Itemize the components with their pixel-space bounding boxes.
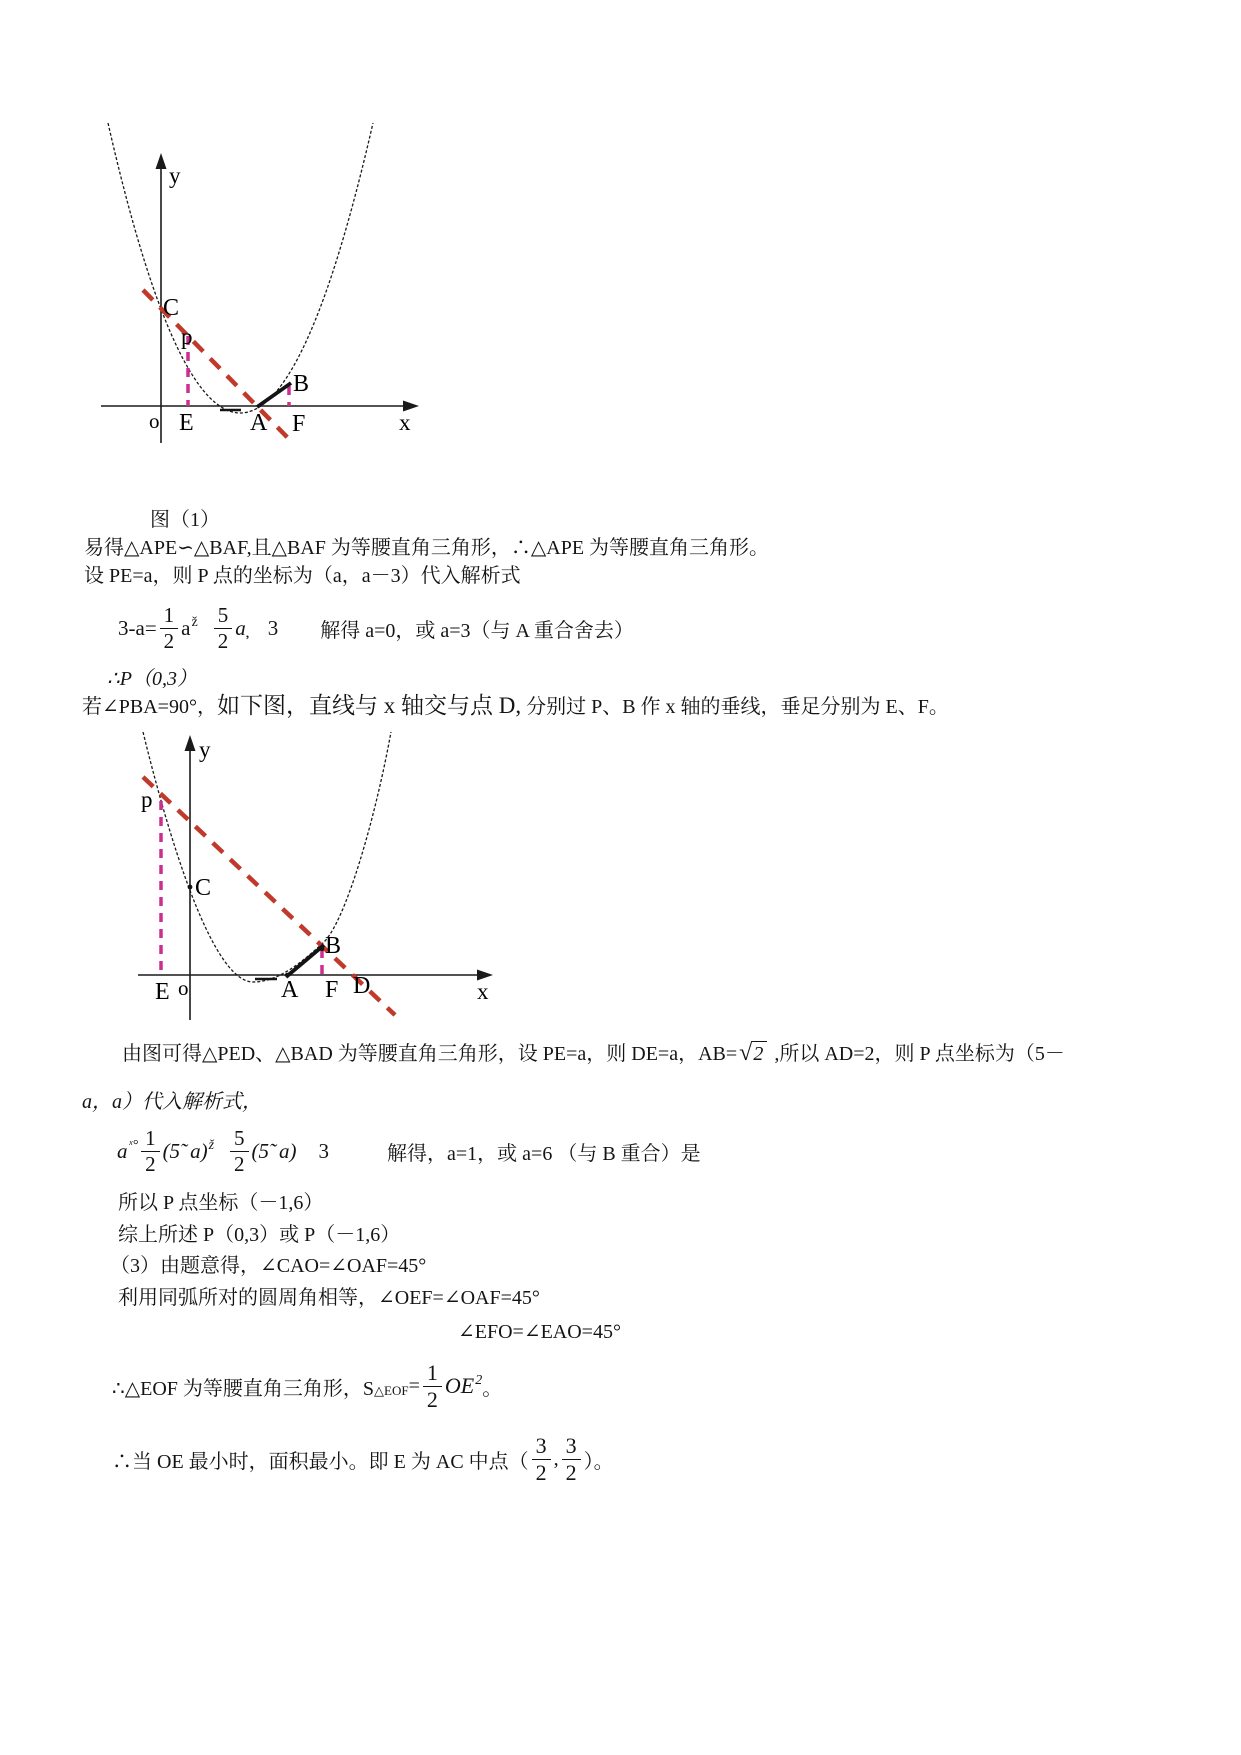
eq2-term-1: (5̃ xyxy=(162,1138,181,1163)
eq1-fraction-half: $\frac{1}{2}$ xyxy=(160,604,179,651)
solution-line-7 xyxy=(122,1041,1065,1067)
solution-line-11: 综上所述 P（0,3）或 P（－1,6） xyxy=(118,1224,401,1246)
radical-icon: √ xyxy=(739,1040,753,1066)
eq2-const: 3 xyxy=(318,1138,330,1163)
line15-pre: ∴△EOF 为等腰直角三角形，S xyxy=(112,1377,375,1400)
equation-2 xyxy=(117,1122,701,1180)
figure-1 xyxy=(93,103,428,453)
line16-post: ）。 xyxy=(583,1450,614,1473)
fig2-label-F: F xyxy=(325,977,339,1003)
parabola-curve xyxy=(108,123,373,413)
line15-sup: 2 xyxy=(475,1373,483,1388)
eq1-const: 3 xyxy=(267,615,279,640)
fig1-label-B: B xyxy=(293,371,310,397)
fig1-label-E: E xyxy=(179,410,194,436)
eq2-fraction-five-halves: $\frac{5}{2}$ xyxy=(230,1127,249,1174)
line5-part-b: 如下图，直线与 x 轴交与点 D, xyxy=(216,693,522,718)
fig1-label-A: A xyxy=(250,410,268,436)
solution-line-10: 所以 P 点坐标（－1,6） xyxy=(118,1192,324,1214)
eq2-term-2b: a) xyxy=(279,1138,297,1163)
eq1-term-a: $a^ž$ xyxy=(181,614,198,640)
eq1-fraction-five-halves: $\frac{5}{2}$ xyxy=(214,604,233,651)
fig1-label-x: x xyxy=(399,410,411,435)
eq2-term-1b: a)$^ž$ xyxy=(190,1137,215,1163)
eq2-lhs-sup: ˣ° xyxy=(128,1137,139,1153)
solution-line-2: 设 PE=a，则 P 点的坐标为（a，a－3）代入解析式 xyxy=(84,565,521,587)
line16-fraction-1: $\frac{3}{2}$ xyxy=(532,1434,551,1483)
line15-fraction: $\frac{1}{2}$ xyxy=(423,1361,442,1410)
fig2-label-origin: o xyxy=(178,976,189,1000)
ab-segment xyxy=(257,383,291,407)
line16-pre: ∴当 OE 最小时，面积最小。即 E 为 AC 中点（ xyxy=(112,1450,529,1473)
ab-segment xyxy=(286,945,324,977)
solution-line-4: ∴P（0,3） xyxy=(107,668,197,690)
fig1-label-y: y xyxy=(169,163,181,188)
solution-line-1: 易得△APE∽△BAF,且△BAF 为等腰直角三角形，∴△APE 为等腰直角三角形。 xyxy=(84,537,770,559)
line7-part-b: ,所以 AD=2，则 P 点坐标为（5－ xyxy=(769,1043,1065,1065)
figure-1-plot xyxy=(93,103,428,448)
solution-line-13: 利用同弧所对的圆周角相等，∠OEF=∠OAF=45° xyxy=(118,1287,540,1309)
eq2-term-2: (5̃ xyxy=(251,1138,270,1163)
solution-line-12: （3）由题意得，∠CAO=∠OAF=45° xyxy=(110,1255,427,1277)
point-B xyxy=(320,947,324,951)
fig1-label-F: F xyxy=(292,411,306,437)
fig2-label-D: D xyxy=(353,973,371,999)
solution-line-15 xyxy=(112,1356,502,1416)
line5-part-c: 分别过 P、B 作 x 轴的垂线，垂足分别为 E、F。 xyxy=(521,696,949,718)
parabola-curve xyxy=(143,732,391,982)
figure-2 xyxy=(133,725,505,1032)
fig2-label-x: x xyxy=(477,979,489,1004)
figure-1-caption: 图（1） xyxy=(150,509,220,531)
fig2-label-C: C xyxy=(195,875,212,901)
eq1-result: 解得 a=0，或 a=3（与 A 重合舍去） xyxy=(320,619,634,642)
fig1-label-P: p xyxy=(181,324,193,349)
solution-line-5 xyxy=(82,692,949,721)
line15-end: 。 xyxy=(482,1377,503,1400)
fig2-label-P: p xyxy=(141,787,153,812)
solution-line-8: a，a）代入解析式， xyxy=(82,1091,262,1113)
solution-line-14: ∠EFO=∠EAO=45° xyxy=(458,1321,621,1343)
fig1-label-origin: o xyxy=(149,409,160,433)
line15-equals: = xyxy=(408,1374,420,1397)
y-axis-arrow-icon xyxy=(156,153,167,169)
point-C xyxy=(188,885,193,890)
line16-comma: , xyxy=(553,1447,559,1470)
line5-part-a: 若∠PBA=90°， xyxy=(82,696,217,718)
fig2-label-B: B xyxy=(325,933,342,959)
fig2-label-y: y xyxy=(199,737,211,762)
eq1-lhs: 3-a= xyxy=(118,615,157,640)
eq2-lhs: $a^{ˣ^\circ}$ xyxy=(117,1137,139,1163)
eq2-sup: ž xyxy=(208,1137,215,1153)
fig1-label-C: C xyxy=(163,295,180,321)
line7-part-a: 由图可得△PED、△BAD 为等腰直角三角形，设 PE=a，则 DE=a，AB= xyxy=(122,1043,738,1065)
eq1-sup: ž xyxy=(191,614,198,630)
eq1-term-a2: a̦ xyxy=(235,615,246,640)
eq2-result: 解得，a=1，或 a=6 （与 B 重合）是 xyxy=(387,1142,701,1165)
eq2-fraction-half: $\frac{1}{2}$ xyxy=(141,1127,160,1174)
solution-line-16 xyxy=(112,1428,614,1490)
line16-fraction-2: $\frac{3}{2}$ xyxy=(562,1434,581,1483)
sqrt-2: √ 2 xyxy=(739,1041,767,1067)
line15-OE: $OE^2$ xyxy=(444,1373,483,1398)
fig2-label-E: E xyxy=(155,979,170,1005)
y-axis-arrow-icon xyxy=(185,735,196,751)
equation-1 xyxy=(118,600,634,656)
line15-subscript: △EOF xyxy=(374,1383,409,1398)
figure-2-plot xyxy=(133,725,505,1027)
fig2-label-A: A xyxy=(281,977,299,1003)
